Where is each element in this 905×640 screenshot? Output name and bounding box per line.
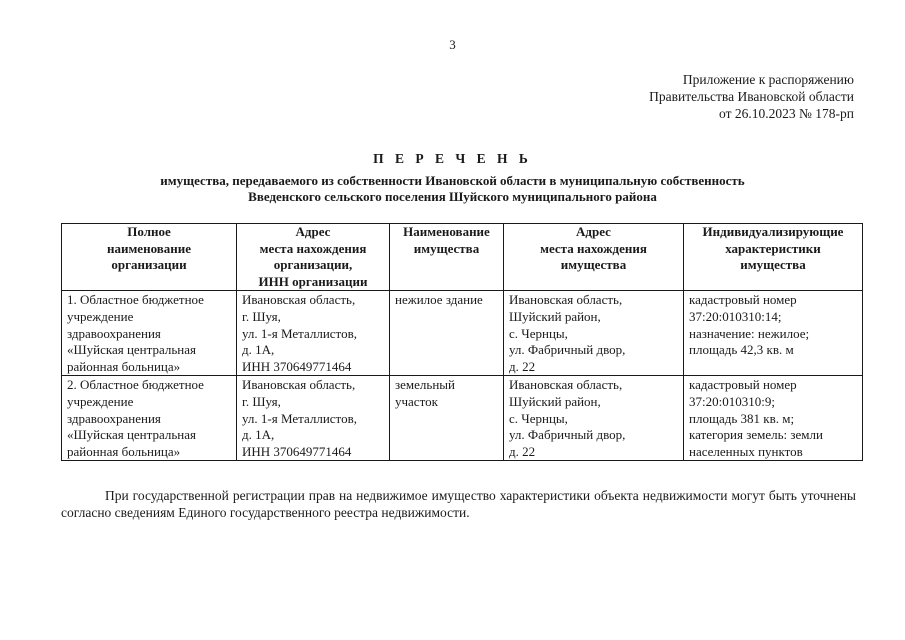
cell-line: ул. 1-я Металлистов,	[242, 410, 357, 426]
cell-line: 2. Областное бюджетное	[67, 377, 204, 393]
cell-line: Шуйский район,	[509, 308, 601, 324]
cell-line: 1. Областное бюджетное	[67, 292, 204, 308]
cell-org-address	[237, 376, 390, 461]
cell-line: Ивановская область,	[242, 292, 356, 308]
cell-line: «Шуйская центральная	[67, 427, 196, 443]
cell-line: Ивановская область,	[509, 292, 623, 308]
subtitle-line: Введенского сельского поселения Шуйского муниципального района	[248, 189, 657, 204]
header-line: имущества	[740, 257, 806, 273]
cell-organization	[62, 291, 237, 376]
cell-line: ул. Фабричный двор,	[509, 427, 626, 443]
header-line: организации	[111, 257, 187, 273]
header-line: имущества	[413, 240, 480, 256]
cell-line: с. Чернцы,	[509, 410, 568, 426]
cell-line: учреждение	[67, 308, 134, 324]
cell-line: районная больница»	[67, 358, 181, 374]
cell-line: с. Чернцы,	[509, 325, 568, 341]
header-line: места нахождения	[540, 240, 647, 256]
cell-line: участок	[395, 393, 438, 409]
cell-line: здравоохранения	[67, 325, 161, 341]
cell-property-address	[504, 291, 684, 376]
header-property-name	[390, 224, 504, 291]
cell-line: ул. 1-я Металлистов,	[242, 325, 357, 341]
header-line: организации,	[273, 257, 353, 273]
cell-line: назначение: нежилое;	[689, 325, 810, 341]
cell-org-address	[237, 291, 390, 376]
cell-line: 37:20:010310:9;	[689, 393, 775, 409]
cell-line: ИНН 370649771464	[242, 443, 352, 459]
cell-line: кадастровый номер	[689, 377, 797, 393]
header-line: ИНН организации	[258, 273, 368, 289]
header-line: имущества	[560, 257, 627, 273]
cell-line: «Шуйская центральная	[67, 342, 196, 358]
header-organization	[62, 224, 237, 291]
header-property-address	[504, 224, 684, 291]
subtitle-line: имущества, передаваемого из собственности Ивановской области в муниципальную собственность	[160, 173, 745, 188]
cell-line: г. Шуя,	[242, 393, 281, 409]
property-table	[61, 223, 863, 461]
header-line: Полное	[127, 224, 171, 239]
cell-characteristics	[684, 376, 863, 461]
cell-line: Ивановская область,	[509, 377, 623, 393]
header-line: наименование	[106, 240, 192, 256]
cell-line: населенных пунктов	[689, 443, 803, 459]
cell-line: 37:20:010310:14;	[689, 308, 782, 324]
header-line: Адрес	[576, 224, 611, 239]
footnote-paragraph: При государственной регистрации прав на недвижимое имущество характеристики объекта недвижимости могут быть уточнены согласно сведениям Единого государственного реестра недвижимости.	[61, 488, 856, 520]
cell-line: Ивановская область,	[242, 377, 356, 393]
table-header-row	[62, 224, 863, 291]
header-org-address	[237, 224, 390, 291]
cell-line: категория земель: земли	[689, 427, 823, 443]
cell-organization	[62, 376, 237, 461]
header-line: Наименование	[403, 224, 490, 239]
cell-line: нежилое здание	[395, 292, 483, 308]
cell-line: земельный	[395, 377, 455, 393]
cell-line: здравоохранения	[67, 410, 161, 426]
table-row	[62, 376, 863, 461]
cell-line: площадь 42,3 кв. м	[689, 342, 794, 358]
cell-property-address	[504, 376, 684, 461]
cell-property-name	[390, 291, 504, 376]
table-row	[62, 291, 863, 376]
cell-line: Шуйский район,	[509, 393, 601, 409]
cell-line: районная больница»	[67, 443, 181, 459]
appendix-block	[649, 71, 854, 122]
cell-line: д. 1А,	[242, 342, 275, 358]
appendix-line: Правительства Ивановской области	[649, 89, 854, 104]
cell-line: кадастровый номер	[689, 292, 797, 308]
header-line: Адрес	[295, 224, 331, 239]
cell-characteristics	[684, 291, 863, 376]
cell-line: учреждение	[67, 393, 134, 409]
cell-line: д. 1А,	[242, 427, 275, 443]
page-number: 3	[449, 37, 456, 52]
document-subtitle	[0, 173, 905, 205]
cell-line: д. 22	[509, 358, 536, 374]
cell-line: ул. Фабричный двор,	[509, 342, 626, 358]
cell-line: г. Шуя,	[242, 308, 281, 324]
header-line: характеристики	[725, 240, 821, 256]
cell-line: ИНН 370649771464	[242, 358, 352, 374]
document-title: П Е Р Е Ч Е Н Ь	[373, 151, 532, 166]
header-line: Индивидуализирующие	[702, 224, 844, 239]
header-characteristics	[684, 224, 863, 291]
cell-line: площадь 381 кв. м;	[689, 410, 795, 426]
appendix-line: Приложение к распоряжению	[682, 72, 854, 87]
header-line: места нахождения	[259, 240, 367, 256]
cell-line: д. 22	[509, 443, 536, 459]
cell-property-name	[390, 376, 504, 461]
appendix-line: от 26.10.2023 № 178-рп	[719, 106, 854, 121]
